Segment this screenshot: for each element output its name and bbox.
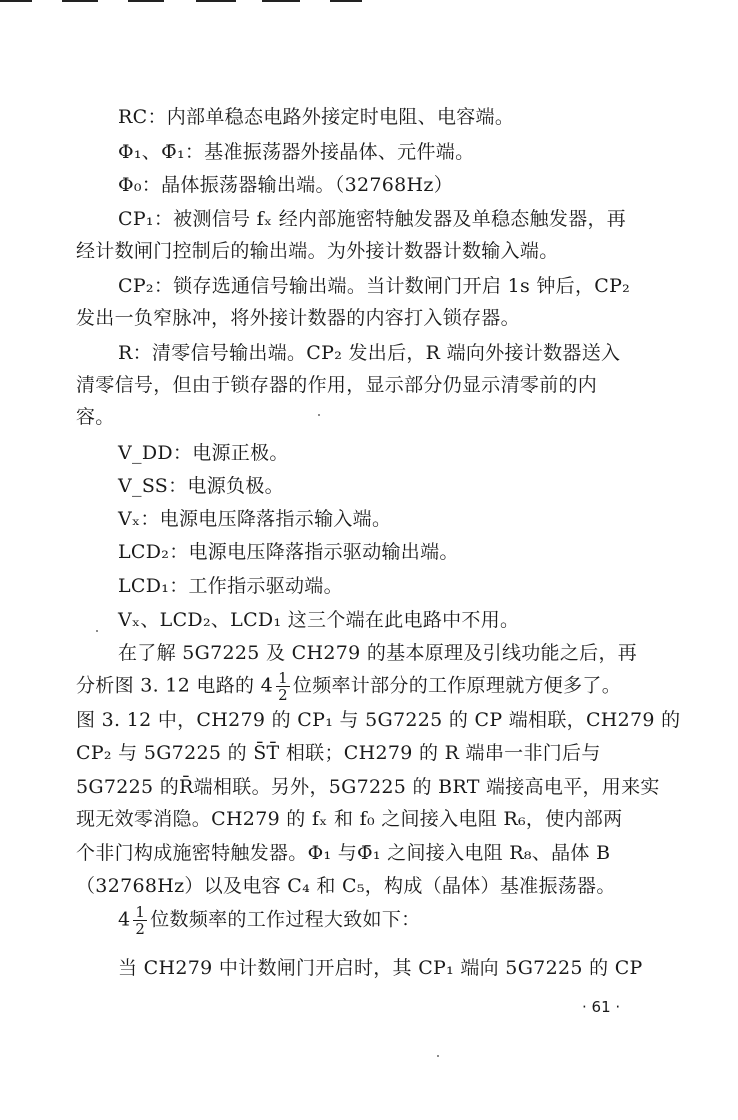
text-line: V_DD：电源正极。: [118, 442, 289, 464]
text-line-with-fraction: [118, 904, 420, 937]
text-line: CP₁：被测信号 fₓ 经内部施密特触发器及单稳态触发器，再: [118, 208, 627, 230]
fraction-numerator: 1: [135, 903, 146, 921]
text-line: 容。: [76, 406, 115, 428]
fraction-denominator: 2: [135, 920, 146, 938]
text-line: R：清零信号输出端。CP₂ 发出后，R 端向外接计数器送入: [118, 342, 621, 364]
text-span: 位频率计部分的工作原理就方便多了。: [292, 674, 622, 697]
scan-top-marks: [0, 0, 738, 6]
text-line: 图 3. 12 中，CH279 的 CP₁ 与 5G7225 的 CP 端相联，CH279 的: [76, 709, 681, 731]
text-line-with-fraction: [76, 670, 621, 703]
scan-speck: [437, 1055, 439, 1057]
text-line: LCD₁：工作指示驱动端。: [118, 575, 343, 597]
text-line: V_SS：电源负极。: [118, 475, 284, 497]
text-line: 发出一负窄脉冲，将外接计数器的内容打入锁存器。: [76, 307, 520, 329]
text-line: RC：内部单稳态电路外接定时电阻、电容端。: [118, 106, 515, 128]
text-line: CP₂：锁存选通信号输出端。当计数闸门开启 1s 钟后，CP₂: [118, 275, 631, 297]
text-line: Vₓ、LCD₂、LCD₁ 这三个端在此电路中不用。: [118, 609, 520, 631]
fraction-numerator: 1: [278, 669, 288, 687]
scan-speck: [96, 630, 98, 632]
page-number: · 61 ·: [582, 998, 621, 1016]
text-line: CP₂ 与 5G7225 的 S̄T̄ 相联；CH279 的 R 端串一非门后与: [76, 742, 601, 764]
text-line: Φ₁、Φ̄₁：基准振荡器外接晶体、元件端。: [118, 141, 475, 163]
text-line: Vₓ：电源电压降落指示输入端。: [118, 508, 392, 530]
text-line: 经计数闸门控制后的输出端。为外接计数器计数输入端。: [76, 240, 559, 262]
text-span: 4: [118, 908, 131, 931]
text-span: 位数频率的工作过程大致如下：: [150, 908, 421, 931]
text-line: LCD₂：电源电压降落指示驱动输出端。: [118, 541, 459, 563]
text-line: （32768Hz）以及电容 C₄ 和 C₅，构成（晶体）基准振荡器。: [76, 875, 616, 897]
fraction-one-half: [276, 670, 290, 703]
fraction-one-half: [133, 904, 147, 937]
text-line: 清零信号，但由于锁存器的作用，显示部分仍显示清零前的内: [76, 374, 598, 396]
text-line: 在了解 5G7225 及 CH279 的基本原理及引线功能之后，再: [118, 642, 638, 664]
text-line: 现无效零消隐。CH279 的 fₓ 和 f₀ 之间接入电阻 R₆，使内部两: [76, 808, 623, 830]
text-line: 5G7225 的R̄端相联。另外，5G7225 的 BRT 端接高电平，用来实: [76, 776, 660, 798]
text-span: 分析图 3. 12 电路的 4: [76, 674, 274, 697]
fraction-denominator: 2: [278, 686, 288, 704]
text-line: 个非门构成施密特触发器。Φ₁ 与Φ̄₁ 之间接入电阻 R₈、晶体 B: [76, 842, 611, 864]
text-line: 当 CH279 中计数闸门开启时，其 CP₁ 端向 5G7225 的 CP: [118, 957, 643, 979]
scan-speck: [318, 414, 320, 416]
text-line: Φ₀：晶体振荡器输出端。（32768Hz）: [118, 174, 454, 196]
